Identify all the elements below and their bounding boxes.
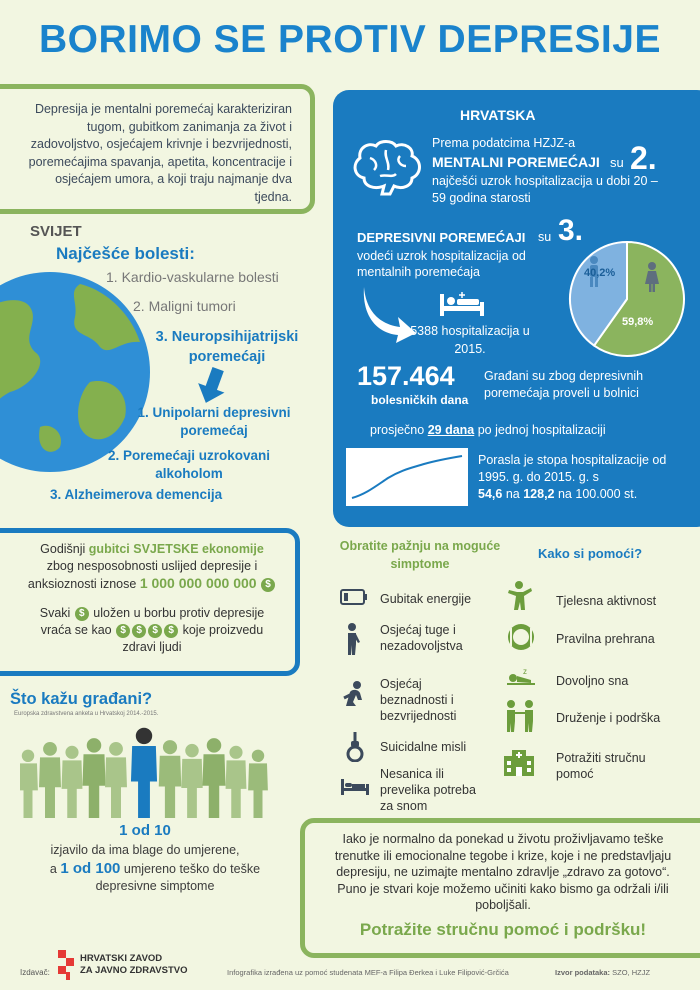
hr-avg-bold: 29 dana bbox=[427, 423, 475, 437]
svijet-item-1: 1. Kardio-vaskularne bolesti bbox=[106, 269, 279, 285]
person-icon bbox=[62, 746, 83, 818]
citizens-stat-1: 1 od 10 bbox=[119, 822, 171, 839]
hr-rate-b: 128,2 bbox=[523, 487, 555, 501]
person-icon bbox=[181, 744, 202, 818]
hr-avg-pre: prosječno bbox=[370, 423, 425, 437]
people-crowd-icon bbox=[20, 722, 276, 818]
hr-p2-su: su bbox=[538, 230, 552, 244]
footer-credit: Infografika izrađena uz pomoć studenata MEF-a Filipa Đerkea i Luke Filipović-Grčića bbox=[227, 968, 509, 977]
help-1: Tjelesna aktivnost bbox=[556, 594, 657, 608]
person-icon bbox=[226, 746, 247, 818]
economy-amount: 1 000 000 000 000 bbox=[139, 575, 257, 591]
person-icon bbox=[202, 738, 225, 818]
closing-cta: Potražite stručnu pomoć i podršku! bbox=[359, 919, 647, 939]
hr-days-label: bolesničkih dana bbox=[371, 393, 469, 407]
person-icon bbox=[248, 750, 268, 818]
gender-pie-chart bbox=[566, 238, 688, 360]
pie-label-female: 59,8% bbox=[622, 316, 654, 328]
citizens-stat-1-text: izjavilo da ima blage do umjerene, bbox=[50, 843, 240, 857]
hr-p2-bold: DEPRESIVNI POREMEĆAJI bbox=[357, 230, 526, 245]
footer-org-1: HRVATSKI ZAVOD bbox=[80, 953, 163, 964]
help-3: Dovoljno sna bbox=[556, 674, 629, 688]
symptom-2: Osjećaj tuge i nezadovoljstva bbox=[380, 623, 463, 653]
dollar-coin-icon: $ bbox=[116, 624, 130, 638]
help-4: Druženje i podrška bbox=[556, 711, 661, 725]
dollar-coin-icon: $ bbox=[148, 624, 162, 638]
noose-icon bbox=[345, 732, 365, 762]
footer-source-label: Izvor podataka: bbox=[555, 968, 611, 977]
low-battery-icon bbox=[340, 589, 368, 605]
citizens-stat-2-text: umjereno teško do teške depresivne simptome bbox=[95, 862, 261, 893]
symptom-1: Gubitak energije bbox=[380, 592, 472, 606]
food-plate-icon bbox=[506, 622, 536, 652]
dollar-coin-icon: $ bbox=[164, 624, 178, 638]
hr-rate-text: Porasla je stopa hospitalizacije od 1995. g. do 2015. g. s bbox=[478, 453, 667, 484]
symptoms-title: Obratite pažnju na moguće simptome bbox=[339, 539, 501, 571]
svg-text:z: z bbox=[523, 667, 527, 676]
hr-p1-post: najčešći uzrok hospitalizacija u dobi 20 – 59 godina starosti bbox=[432, 174, 658, 205]
footer-source-value: SZO, HZJZ bbox=[612, 968, 651, 977]
person-icon bbox=[105, 742, 127, 818]
svijet-subitem-2: 2. Poremećaji uzrokovani alkoholom bbox=[107, 448, 271, 481]
citizens-title: Što kažu građani? bbox=[10, 690, 153, 708]
definition-box bbox=[0, 84, 315, 214]
sad-person-icon bbox=[342, 622, 366, 656]
economy-l2-end: koje proizvedu zdravi ljudi bbox=[122, 623, 264, 654]
dollar-coin-icon: $ bbox=[261, 578, 275, 592]
hr-p1-su: su bbox=[610, 155, 624, 170]
citizens-stat-2 bbox=[40, 860, 270, 895]
sleep-icon bbox=[505, 666, 537, 688]
help-2: Pravilna prehrana bbox=[556, 632, 655, 646]
hr-p1-pre: Prema podatcima HZJZ-a bbox=[432, 136, 576, 150]
pie-label-male: 40,2% bbox=[584, 267, 616, 279]
exercise-icon bbox=[505, 580, 535, 612]
footer-org bbox=[80, 953, 188, 977]
hr-rate bbox=[478, 452, 683, 503]
help-5: Potražiti stručnu pomoć bbox=[556, 751, 646, 781]
hzjz-logo bbox=[58, 950, 76, 980]
economy-l1-pre: Godišnji bbox=[40, 542, 86, 556]
hr-p2-post: vodeći uzrok hospitalizacija od mentalnih poremećaja bbox=[357, 249, 526, 279]
economy-box bbox=[0, 528, 300, 676]
citizens-stat-2-num: 1 od 100 bbox=[60, 860, 121, 877]
citizens-stat-2-pre: a bbox=[49, 862, 57, 876]
footer-org-2: ZA JAVNO ZDRAVSTVO bbox=[80, 965, 188, 976]
hr-p2-rank: 3. bbox=[558, 214, 584, 247]
brain-icon bbox=[350, 138, 424, 198]
svijet-item-3: 3. Neuropsihijatrijski poremećaji bbox=[155, 329, 299, 365]
socializing-icon bbox=[502, 699, 538, 733]
dollar-coin-icon: $ bbox=[132, 624, 146, 638]
hr-avg bbox=[370, 423, 606, 437]
economy-l2-pre: Svaki bbox=[39, 606, 71, 620]
economy-l1-bold: gubitci SVJETSKE ekonomije bbox=[88, 542, 264, 556]
svijet-item-2: 2. Maligni tumori bbox=[133, 298, 236, 314]
hr-hosp: 5388 hospitalizacija u 2015. bbox=[410, 324, 530, 356]
person-icon bbox=[82, 738, 105, 818]
definition-text: Depresija je mentalni poremećaj karakteriziran tugom, gubitkom zanimanja za život i zadovoljstvo, osjećajem krivnje i bezvrijednosti, poremećajima spavanja, apetita, koncentracije i osjećajem umora, a koji traju najmanje dva tjedna. bbox=[28, 102, 292, 204]
svijet-label: SVIJET bbox=[30, 223, 82, 240]
svijet-subitem-3: 3. Alzheimerova demencija bbox=[50, 487, 223, 502]
closing-box bbox=[300, 818, 700, 958]
svijet-subitem-1: 1. Unipolarni depresivni poremećaj bbox=[137, 405, 291, 438]
person-highlighted-icon bbox=[131, 728, 157, 818]
hrvatska-label: HRVATSKA bbox=[460, 107, 536, 123]
hospital-icon bbox=[502, 748, 536, 778]
page-title: BORIMO SE PROTIV DEPRESIJE bbox=[39, 18, 661, 61]
hr-days-text: Građani su zbog depresivnih poremećaja proveli u bolnici bbox=[484, 369, 644, 400]
bed-icon bbox=[340, 777, 370, 797]
economy-line-2 bbox=[25, 605, 279, 656]
hr-rate-na: na bbox=[505, 487, 520, 501]
svijet-heading: Najčešće bolesti: bbox=[56, 244, 195, 263]
closing-text: Iako je normalno da ponekad u životu proživljavamo teške trenutke ili emocionalne tegobe i krize, koje i ne predstavljaju depresiju, ne uzimajte mentalno zdravlje „zdravo za gotovo“. Puno je stvari koje možemo učiniti kako bismo ga održali i/ili poboljšali. bbox=[334, 832, 672, 912]
hr-avg-post: po jednoj hospitalizaciji bbox=[477, 423, 606, 437]
person-icon bbox=[39, 742, 61, 818]
footer-izdavac: Izdavač: bbox=[20, 968, 50, 977]
economy-l2-post: uložen u borbu protiv depresije vraća se kao bbox=[40, 606, 265, 637]
symptom-4: Suicidalne misli bbox=[380, 740, 467, 754]
help-title: Kako si pomoći? bbox=[538, 546, 643, 561]
hr-p1-rank: 2. bbox=[630, 140, 657, 176]
hr-rate-post: na 100.000 st. bbox=[557, 487, 638, 501]
hr-rate-a: 54,6 bbox=[478, 487, 503, 501]
person-icon bbox=[20, 750, 38, 818]
economy-l1-post: zbog nesposobnosti uslijed depresije i anksioznosti iznose bbox=[27, 559, 258, 591]
economy-line-1 bbox=[25, 541, 279, 593]
hr-p1-bold: MENTALNI POREMEĆAJI bbox=[432, 154, 600, 170]
hr-days-num: 157.464 bbox=[357, 361, 455, 391]
dollar-coin-icon: $ bbox=[75, 607, 89, 621]
citizens-source: Europska zdravstvena anketa u Hrvatskoj 2014.-2015. bbox=[14, 711, 159, 717]
hospital-bed-icon bbox=[438, 292, 486, 318]
hopeless-person-icon bbox=[340, 680, 368, 708]
arrow-down-icon bbox=[198, 366, 228, 406]
symptom-3: Osjećaj beznadnosti i bezvrijednosti bbox=[380, 677, 457, 723]
footer-source bbox=[555, 968, 650, 977]
person-icon bbox=[159, 740, 182, 818]
symptom-5: Nesanica ili prevelika potreba za snom bbox=[380, 767, 476, 813]
hospitalization-trend-chart bbox=[346, 448, 468, 506]
